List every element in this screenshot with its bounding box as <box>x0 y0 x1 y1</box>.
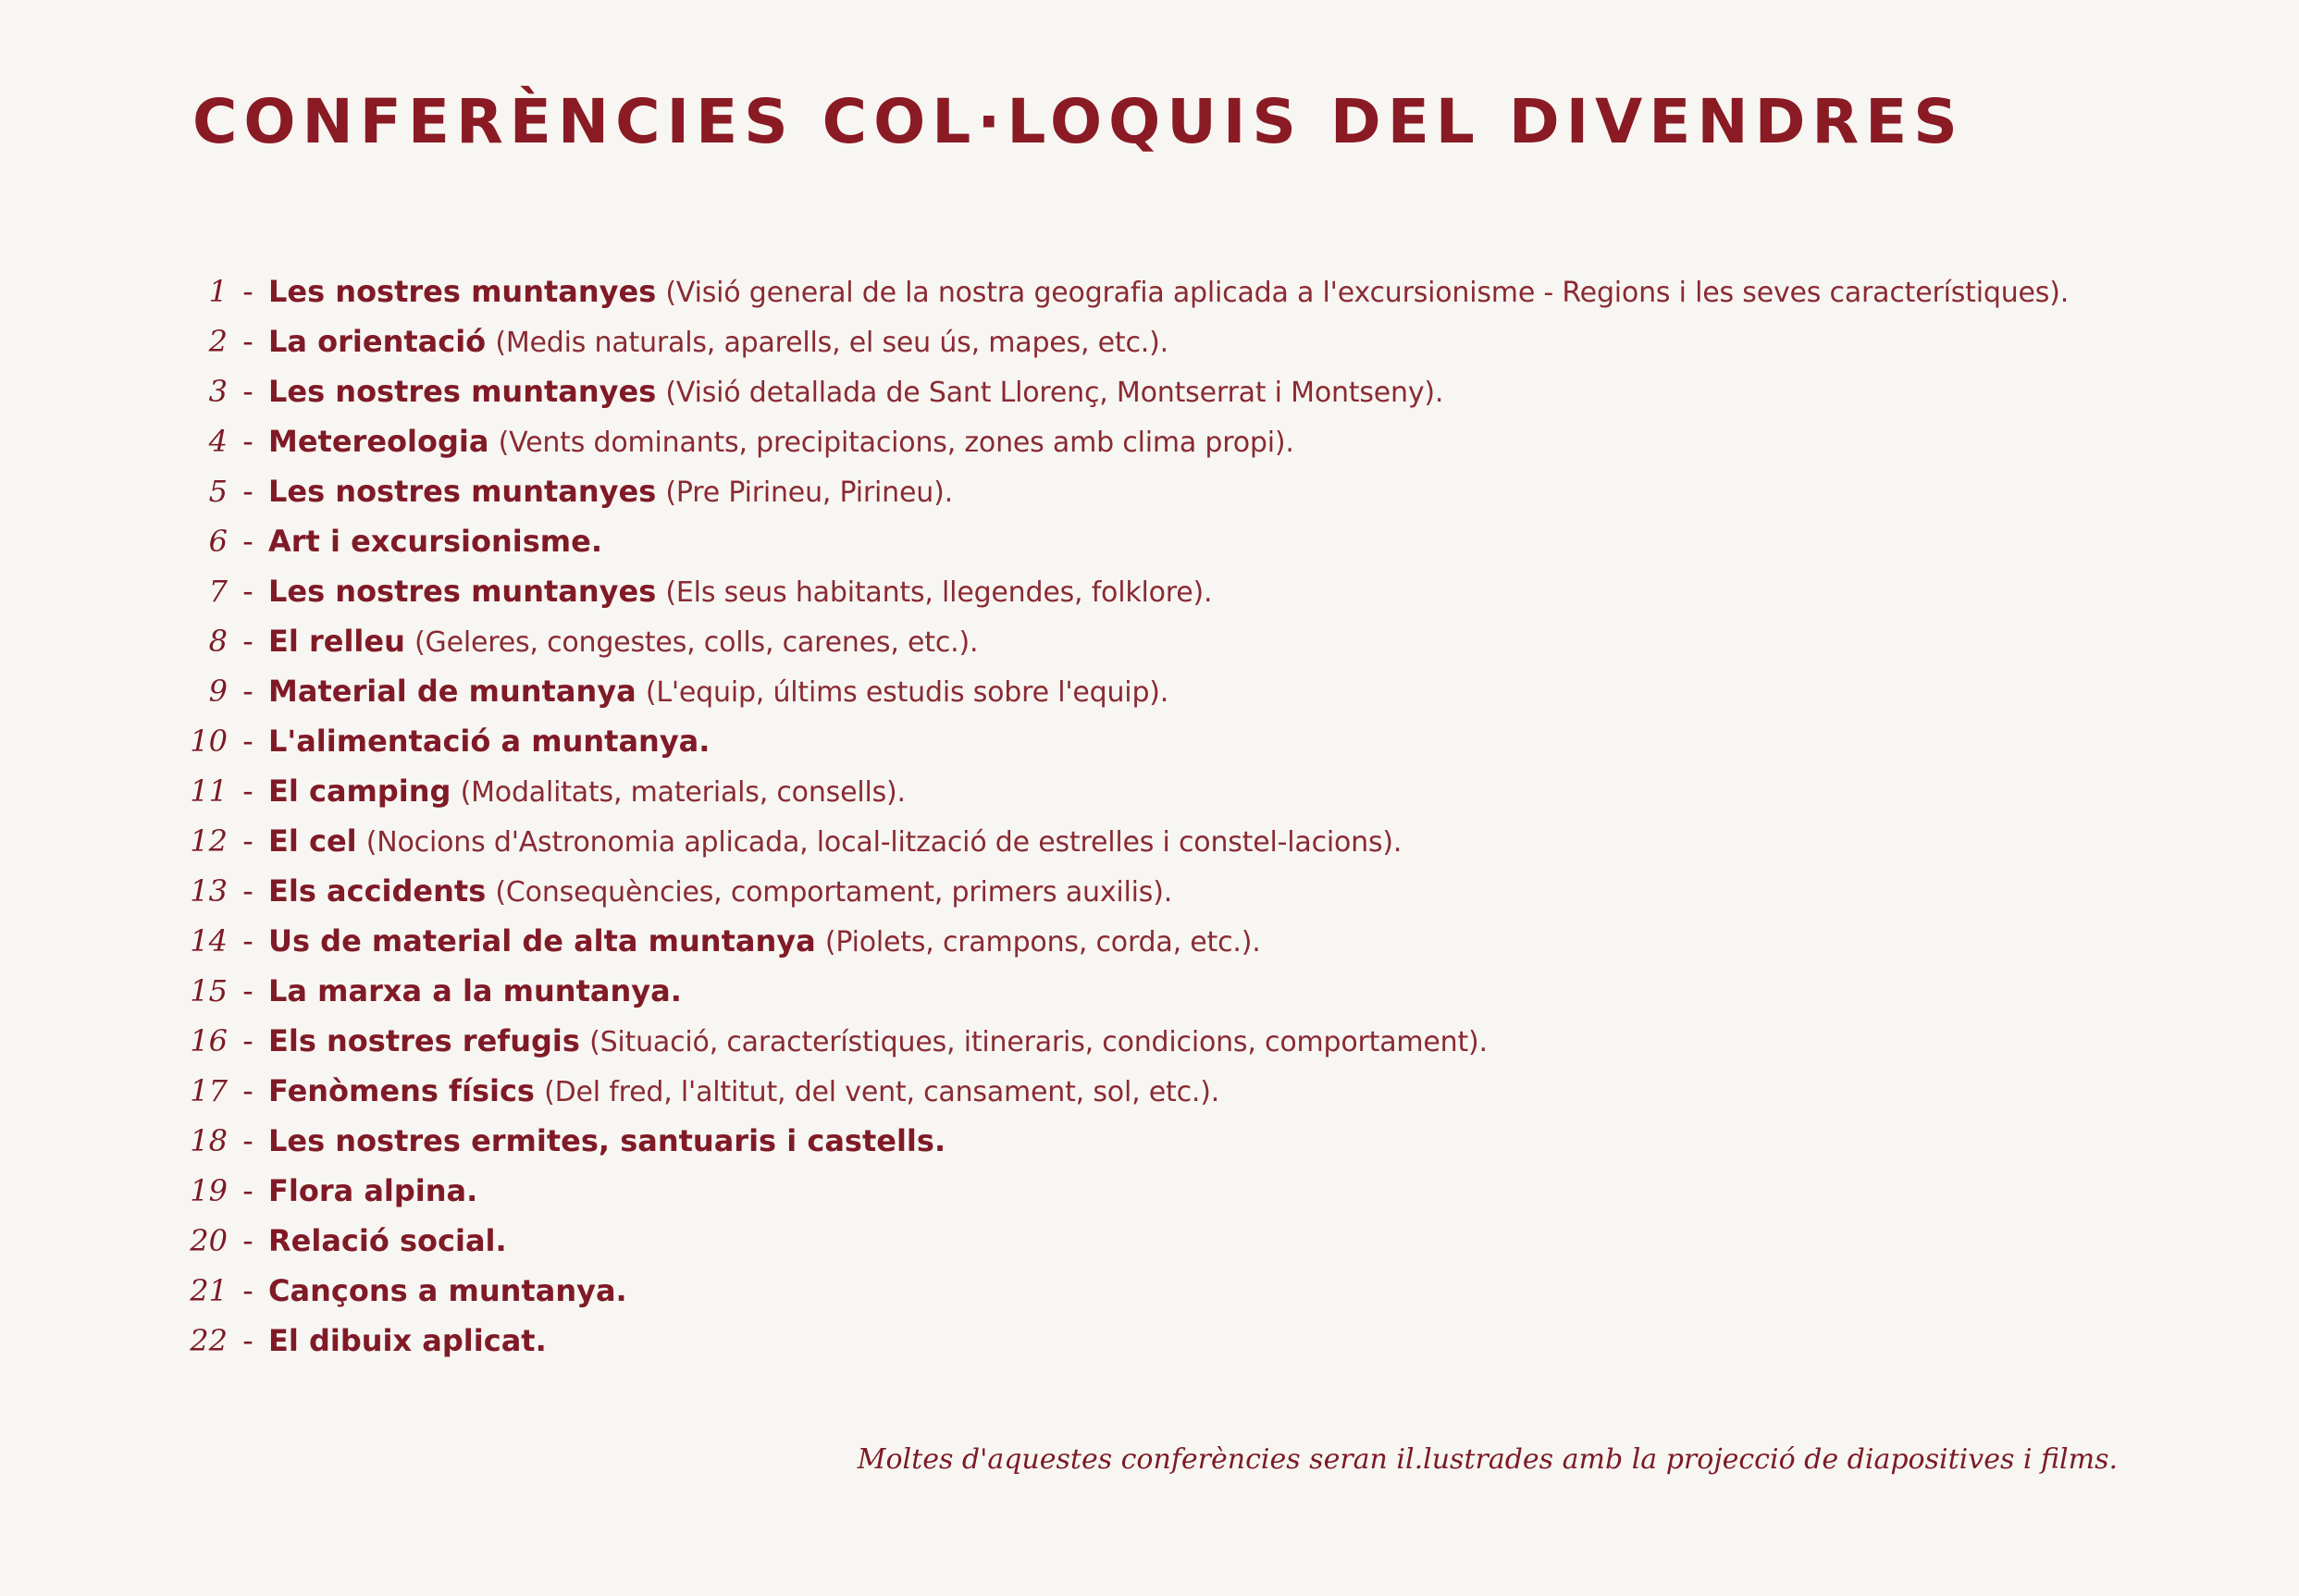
item-separator: - <box>242 1023 253 1058</box>
item-topic: Cançons a muntanya. <box>268 1273 627 1308</box>
page-title: CONFERÈNCIES COL·LOQUIS DEL DIVENDRES <box>192 86 1964 157</box>
item-topic: El camping <box>268 773 451 809</box>
item-separator: - <box>242 524 253 559</box>
item-separator: - <box>242 724 253 759</box>
list-item <box>176 1216 2069 1266</box>
item-number: 3 <box>208 374 228 409</box>
item-detail: (L'equip, últims estudis sobre l'equip). <box>645 676 1169 709</box>
list-item <box>176 1266 2069 1316</box>
item-number: 16 <box>190 1023 228 1058</box>
item-topic: Els nostres refugis <box>268 1023 580 1058</box>
item-separator: - <box>242 1173 253 1208</box>
list-item <box>176 516 2069 566</box>
list-item <box>176 266 2069 316</box>
item-number: 2 <box>208 324 228 359</box>
item-separator: - <box>242 1123 253 1158</box>
item-topic: Les nostres ermites, santuaris i castells. <box>268 1123 946 1158</box>
list-item <box>176 666 2069 716</box>
item-topic: El dibuix aplicat. <box>268 1323 547 1358</box>
item-number: 14 <box>190 923 228 959</box>
item-topic: Fenòmens físics <box>268 1073 535 1108</box>
item-detail: (Modalitats, materials, consells). <box>460 776 906 809</box>
item-separator: - <box>242 274 253 309</box>
item-topic: Relació social. <box>268 1223 507 1258</box>
item-detail: (Consequències, comportament, primers auxilis). <box>495 876 1173 909</box>
item-number: 10 <box>190 724 228 759</box>
item-number: 12 <box>190 823 228 859</box>
item-number: 11 <box>190 773 228 809</box>
item-number: 19 <box>190 1173 228 1208</box>
item-topic: Metereologia <box>268 424 489 459</box>
item-topic: La orientació <box>268 324 487 359</box>
item-separator: - <box>242 923 253 959</box>
footnote: Moltes d'aquestes conferències seran il.lustrades amb la projecció de diapositives i films. <box>857 1443 2118 1476</box>
item-separator: - <box>242 474 253 509</box>
list-item <box>176 716 2069 766</box>
item-separator: - <box>242 1273 253 1308</box>
item-number: 8 <box>208 624 228 659</box>
item-detail: (Vents dominants, precipitacions, zones amb clima propi). <box>498 427 1294 459</box>
item-detail: (Visió detallada de Sant Llorenç, Montserrat i Montseny). <box>665 377 1444 409</box>
item-topic: Flora alpina. <box>268 1173 478 1208</box>
list-item <box>176 1016 2069 1066</box>
list-item <box>176 416 2069 466</box>
list-item <box>176 366 2069 416</box>
list-item <box>176 966 2069 1016</box>
list-item <box>176 466 2069 516</box>
item-topic: Les nostres muntanyes <box>268 274 657 309</box>
item-detail: (Situació, característiques, itineraris, condicions, comportament). <box>589 1026 1488 1058</box>
list-item <box>176 316 2069 366</box>
item-separator: - <box>242 1073 253 1108</box>
item-separator: - <box>242 1323 253 1358</box>
item-detail: (Els seus habitants, llegendes, folklore). <box>665 576 1213 609</box>
item-topic: La marxa a la muntanya. <box>268 973 682 1008</box>
list-item <box>176 566 2069 616</box>
list-item <box>176 766 2069 816</box>
item-separator: - <box>242 324 253 359</box>
item-detail: (Nocions d'Astronomia aplicada, local-lització de estrelles i constel-lacions). <box>365 826 1403 859</box>
lecture-list <box>176 266 2069 1366</box>
item-separator: - <box>242 424 253 459</box>
item-separator: - <box>242 624 253 659</box>
item-detail: (Pre Pirineu, Pirineu). <box>665 476 953 509</box>
item-number: 9 <box>208 674 228 709</box>
item-detail: (Medis naturals, aparells, el seu ús, mapes, etc.). <box>495 327 1168 359</box>
item-number: 13 <box>190 873 228 909</box>
item-separator: - <box>242 973 253 1008</box>
item-detail: (Del fred, l'altitut, del vent, cansament, sol, etc.). <box>544 1076 1220 1108</box>
item-number: 15 <box>190 973 228 1008</box>
item-number: 4 <box>208 424 228 459</box>
list-item <box>176 1316 2069 1366</box>
item-number: 22 <box>190 1323 228 1358</box>
list-item <box>176 1166 2069 1216</box>
item-separator: - <box>242 574 253 609</box>
item-topic: El cel <box>268 823 357 859</box>
item-topic: Els accidents <box>268 873 487 909</box>
item-separator: - <box>242 674 253 709</box>
item-number: 21 <box>190 1273 228 1308</box>
item-separator: - <box>242 773 253 809</box>
item-topic: Art i excursionisme. <box>268 524 602 559</box>
item-topic: Material de muntanya <box>268 674 637 709</box>
item-topic: Les nostres muntanyes <box>268 574 657 609</box>
item-separator: - <box>242 823 253 859</box>
item-number: 7 <box>208 574 228 609</box>
list-item <box>176 1116 2069 1166</box>
item-topic: Us de material de alta muntanya <box>268 923 816 959</box>
item-separator: - <box>242 374 253 409</box>
item-separator: - <box>242 873 253 909</box>
item-separator: - <box>242 1223 253 1258</box>
item-number: 18 <box>190 1123 228 1158</box>
item-detail: (Geleres, congestes, colls, carenes, etc.). <box>414 626 979 659</box>
item-topic: El relleu <box>268 624 405 659</box>
item-topic: Les nostres muntanyes <box>268 474 657 509</box>
list-item <box>176 616 2069 666</box>
list-item <box>176 866 2069 916</box>
list-item <box>176 916 2069 966</box>
item-number: 6 <box>208 524 228 559</box>
item-number: 20 <box>190 1223 228 1258</box>
item-detail: (Piolets, crampons, corda, etc.). <box>824 926 1261 959</box>
item-topic: Les nostres muntanyes <box>268 374 657 409</box>
item-number: 1 <box>208 274 228 309</box>
item-number: 5 <box>208 474 228 509</box>
item-topic: L'alimentació a muntanya. <box>268 724 711 759</box>
list-item <box>176 816 2069 866</box>
item-number: 17 <box>190 1073 228 1108</box>
item-detail: (Visió general de la nostra geografia aplicada a l'excursionisme - Regions i les seves característiques). <box>665 277 2070 309</box>
list-item <box>176 1066 2069 1116</box>
